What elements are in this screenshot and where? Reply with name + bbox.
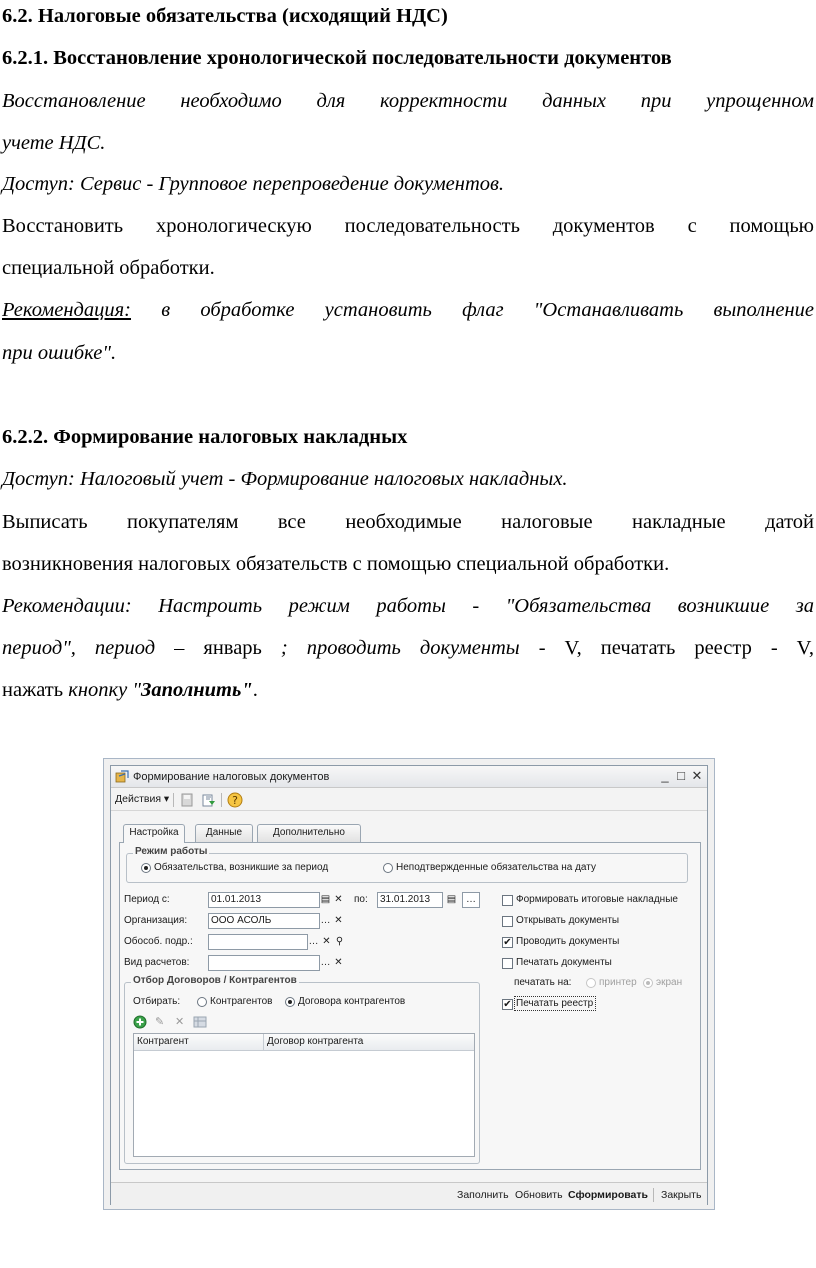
print-docs-checkbox[interactable]	[502, 958, 513, 969]
para-restore-line2: учете НДС.	[2, 132, 106, 154]
refresh-button[interactable]: Обновить	[515, 1189, 563, 1201]
print-register-checkbox[interactable]: ✔	[503, 999, 512, 1010]
minimize-icon[interactable]: _	[661, 768, 669, 783]
access-tax-invoices: Доступ: Налоговый учет - Формирование налоговых накладных.	[2, 468, 568, 490]
edit-icon[interactable]: ✎	[155, 1016, 165, 1028]
rec2-january: – январь	[155, 637, 281, 659]
print-on-label: печатать на:	[514, 977, 572, 988]
screen-label: экран	[656, 977, 683, 988]
actions-menu[interactable]: Действия ▾	[115, 793, 170, 805]
add-icon[interactable]	[133, 1015, 147, 1029]
print-docs-label: Печатать документы	[516, 957, 612, 968]
fill-button[interactable]: Заполнить	[457, 1189, 509, 1201]
subdivision-label: Обособ. подр.:	[124, 936, 193, 947]
rec2-print: - V, печатать реестр - V,	[519, 637, 814, 659]
printer-label: принтер	[599, 977, 637, 988]
mode-group	[126, 846, 688, 883]
clear-icon[interactable]: ✕	[322, 936, 331, 947]
post-docs-label: Проводить документы	[516, 936, 620, 947]
form-summary-label: Формировать итоговые накладные	[516, 894, 678, 905]
mode-unconfirmed-label: Неподтвержденные обязательства на дату	[396, 862, 596, 873]
maximize-icon[interactable]: □	[677, 768, 685, 783]
filter-group-title: Отбор Договоров / Контрагентов	[133, 975, 297, 986]
mode-period-label: Обязательства, возникшие за период	[154, 862, 329, 873]
help-icon[interactable]	[227, 792, 243, 808]
calc-type-field[interactable]	[208, 955, 320, 971]
rec2-dot: .	[252, 679, 258, 701]
org-label: Организация:	[124, 915, 188, 926]
fill-table-icon[interactable]	[193, 1015, 207, 1029]
recommendation-1-text: в обработке установить флаг "Останавливать выполнение	[131, 299, 814, 321]
recommendation-2-line3	[2, 678, 814, 702]
recommendation-2-line2	[2, 636, 814, 660]
filter-contracts-label: Договора контрагентов	[298, 996, 406, 1007]
clear-icon[interactable]: ✕	[334, 915, 343, 926]
form-summary-checkbox[interactable]	[502, 895, 513, 906]
filter-contractors-radio[interactable]	[197, 997, 207, 1007]
column-header-contract[interactable]: Договор контрагента	[264, 1034, 474, 1051]
para-chrono-line1: Восстановить хронологическую последовательность документов с помощью	[2, 215, 814, 237]
rec2-button-word: кнопку "	[68, 679, 141, 701]
svg-text:?: ?	[232, 794, 238, 807]
mode-unconfirmed-radio[interactable]	[383, 863, 393, 873]
calendar-icon[interactable]: ▤	[320, 894, 331, 905]
toolbar-separator	[221, 793, 222, 807]
toolbar-separator	[173, 793, 174, 807]
delete-icon[interactable]: ✕	[175, 1016, 185, 1028]
recommendation-1-label: Рекомендация:	[2, 299, 131, 321]
para-chrono-line2: специальной обработки.	[2, 257, 215, 279]
screenshot-window	[103, 758, 715, 1210]
processing-form	[110, 765, 708, 1205]
toolbar	[111, 789, 707, 811]
title-bar	[111, 766, 707, 788]
rec2-post: ; проводить документы	[280, 637, 520, 659]
contractors-table[interactable]	[133, 1033, 475, 1157]
restore-settings-icon[interactable]	[201, 792, 217, 808]
processing-icon	[115, 770, 129, 783]
para-restore-line1: Восстановление необходимо для корректности данных при упрощенном	[2, 90, 814, 112]
clear-icon[interactable]: ✕	[334, 894, 343, 905]
calendar-icon[interactable]: ▤	[446, 894, 457, 905]
window-title: Формирование налоговых документов	[133, 771, 330, 783]
period-select-button[interactable]: …	[462, 892, 480, 908]
tab-settings[interactable]: Настройка	[123, 824, 185, 843]
close-button[interactable]: Закрыть	[661, 1189, 702, 1201]
button-separator	[653, 1188, 654, 1202]
print-register-label: Печатать реестр	[516, 998, 594, 1009]
access-regroup: Доступ: Сервис - Групповое перепроведение документов.	[2, 173, 505, 195]
org-field[interactable]: ООО АСОЛЬ	[208, 913, 320, 929]
para-issue-line1: Выписать покупателям все необходимые налоговые накладные датой	[2, 511, 814, 533]
settings-panel	[119, 842, 701, 1170]
clear-icon[interactable]: ✕	[334, 957, 343, 968]
ellipsis-icon[interactable]: …	[320, 915, 331, 926]
actions-menu-label: Действия	[115, 793, 162, 805]
heading-6-2: 6.2. Налоговые обязательства (исходящий НДС)	[2, 5, 448, 27]
close-icon[interactable]: ✕	[691, 768, 703, 783]
filter-select-label: Отбирать:	[133, 996, 181, 1007]
form-button[interactable]: Сформировать	[568, 1189, 648, 1201]
subdivision-field[interactable]	[208, 934, 308, 950]
rec2-fill: Заполнить"	[140, 679, 253, 701]
period-to-field[interactable]: 31.01.2013	[377, 892, 443, 908]
tab-data[interactable]: Данные	[195, 824, 253, 842]
save-settings-icon[interactable]	[179, 792, 195, 808]
filter-group	[124, 975, 480, 1164]
open-docs-checkbox[interactable]	[502, 916, 513, 927]
calc-type-label: Вид расчетов:	[124, 957, 190, 968]
open-docs-label: Открывать документы	[516, 915, 620, 926]
rec2-press: нажать	[2, 679, 69, 701]
recommendation-1-line2: при ошибке".	[2, 342, 117, 364]
bottom-button-bar	[111, 1182, 707, 1206]
screen-radio[interactable]	[643, 978, 653, 988]
mode-period-radio[interactable]	[141, 863, 151, 873]
ellipsis-icon[interactable]: …	[308, 936, 319, 947]
period-from-label: Период с:	[124, 894, 170, 905]
printer-radio[interactable]	[586, 978, 596, 988]
heading-6-2-2: 6.2.2. Формирование налоговых накладных	[2, 426, 408, 448]
column-header-contractor[interactable]: Контрагент	[134, 1034, 264, 1051]
para-issue-line2: возникновения налоговых обязательств с помощью специальной обработки.	[2, 553, 670, 575]
ellipsis-icon[interactable]: …	[320, 957, 331, 968]
tab-additional[interactable]: Дополнительно	[257, 824, 361, 842]
recommendation-2-line1: Рекомендации: Настроить режим работы - "Обязательства возникшие за	[2, 595, 814, 617]
period-to-label: по:	[354, 894, 368, 905]
rec2-period: период", период	[2, 637, 156, 659]
post-docs-checkbox[interactable]: ✔	[503, 937, 512, 948]
filter-contracts-radio[interactable]	[285, 997, 295, 1007]
filter-contractors-label: Контрагентов	[210, 996, 273, 1007]
period-from-field[interactable]: 01.01.2013	[208, 892, 320, 908]
recommendation-1-line1	[2, 298, 814, 322]
mode-group-title: Режим работы	[135, 846, 208, 857]
search-icon[interactable]: ⚲	[335, 936, 344, 947]
heading-6-2-1: 6.2.1. Восстановление хронологической последовательности документов	[2, 47, 672, 69]
